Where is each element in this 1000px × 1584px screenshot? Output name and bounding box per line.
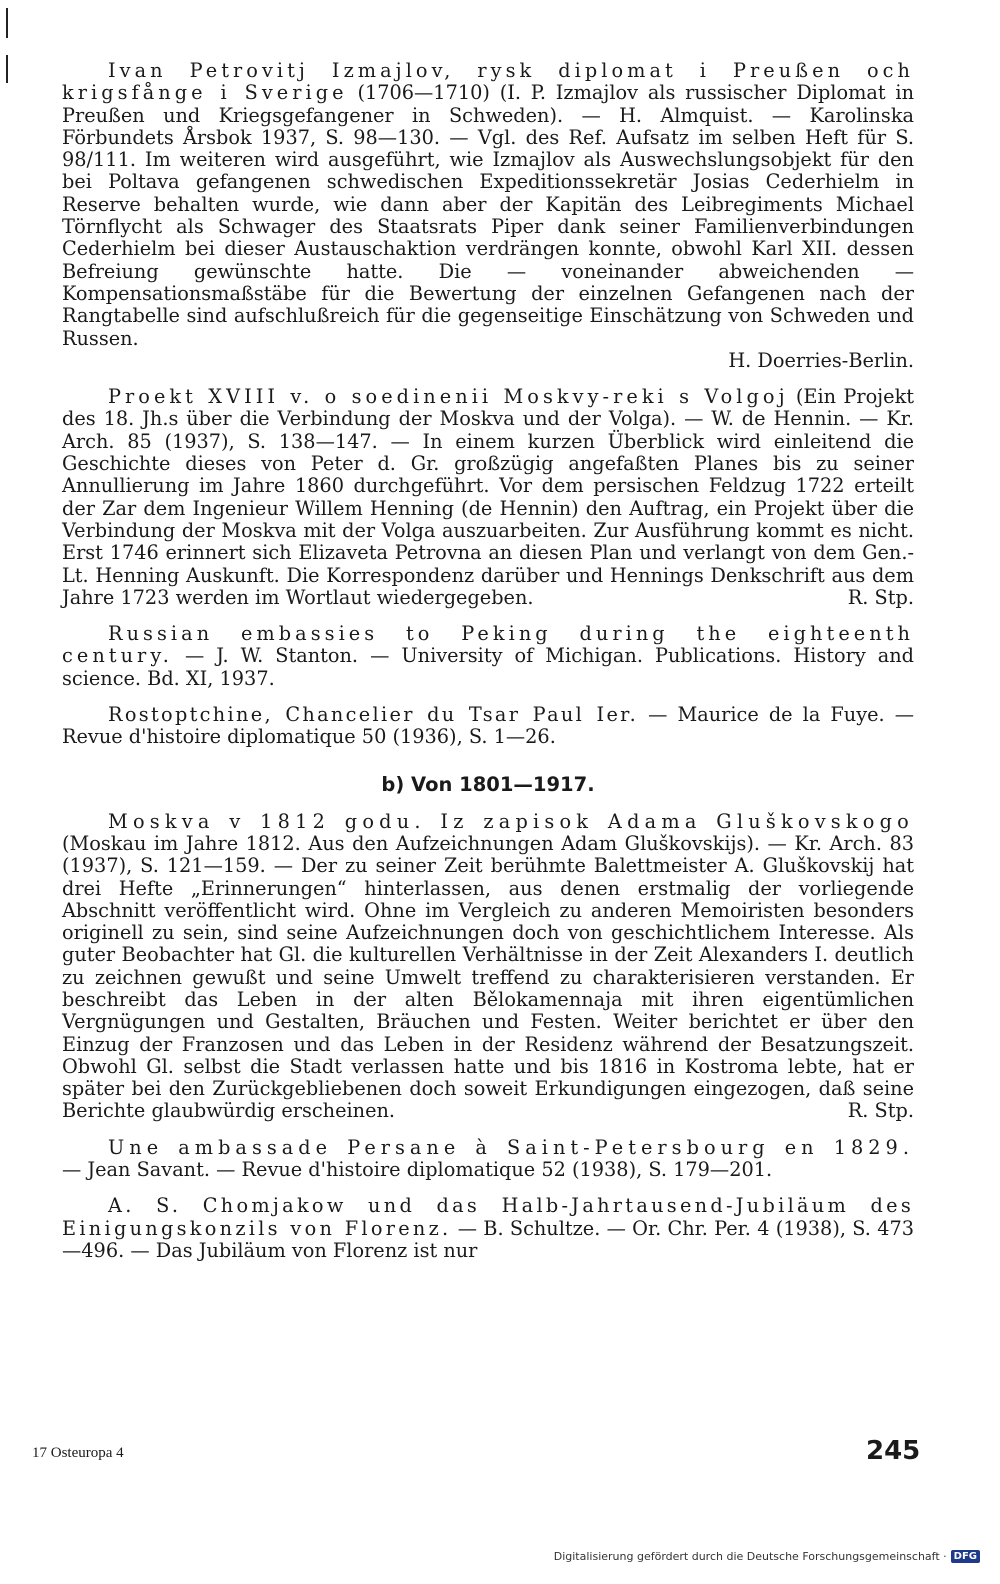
entry-title: Ivan Petrovitj Izmajlov, rysk diplomat i Preußen och krigsfånge i Sverige: [62, 59, 914, 105]
entry-title: Moskva v 1812 godu. Iz zapisok Adama Gluškovskogo: [108, 809, 914, 833]
signature-mark: 17 Osteuropa 4: [32, 1445, 124, 1461]
section-heading: b) Von 1801—1917.: [381, 772, 595, 796]
entry-title: Proekt XVIII v. o soedinenii Moskvy-reki s Volgoj: [108, 385, 789, 409]
entry-title: Rostoptchine, Chancelier du Tsar Paul Ier.: [108, 703, 639, 727]
scan-edge-mark-top: [6, 8, 8, 38]
bibliography-entry-moskva-1812: [62, 811, 914, 1123]
entry-signature: H. Doerries-Berlin.: [728, 348, 914, 372]
entry-paragraph: [62, 811, 914, 1123]
bibliography-entry-ambassade-persane: [62, 1137, 914, 1182]
credit-text: Digitalisierung gefördert durch die Deutsche Forschungsgemeinschaft ·: [553, 1550, 947, 1563]
entry-body: (Ein Projekt des 18. Jh.s über die Verbindung der Moskva und der Volga). — W. de Hennin. — Kr. Arch. 85 (1937), S. 138—147. — In einem kurzen Überblick wird einleitend die Geschichte dieses von Peter d. Gr. großzügig angefaßten Planes bis zu seiner Annullierung im Jahre 1860 durchgeführt. Vor dem persischen Feldzug 1722 erteilt der Zar dem Ingenieur Willem Henning (de Hennin) den Auftrag, ein Projekt über die Verbindung der Moskva mit der Volga auszuarbeiten. Zur Ausführung kommt es nicht. Erst 1746 erinnert sich Elizaveta Petrovna an diesen Plan und verlangt von dem Gen.-Lt. Henning Auskunft. Die Korrespondenz darüber und Hennings Denkschrift aus dem Jahre 1723 werden im Wortlaut wiedergegeben.: [62, 385, 914, 609]
entry-body: — Jean Savant. — Revue d'histoire diplomatique 52 (1938), S. 179—201.: [62, 1158, 773, 1182]
entry-body: — J. W. Stanton. — University of Michigan. Publications. History and science. Bd. XI, 1937.: [62, 644, 914, 690]
bibliography-entry-proekt: [62, 386, 914, 609]
bibliography-entry-russian-embassies: [62, 623, 914, 690]
bibliography-entry-rostoptchine: [62, 704, 914, 749]
scan-edge-mark-lower: [6, 55, 8, 83]
entry-paragraph: [62, 60, 914, 350]
entry-body: (1706—1710) (I. P. Izmajlov als russischer Diplomat in Preußen und Kriegsgefangener in Schweden). — H. Almquist. — Karolinska Förbundets Årsbok 1937, S. 98—130. — Vgl. des Ref. Aufsatz im selben Heft für S. 98/111. Im weiteren wird ausgeführt, wie Izmajlov als Auswechslungsobjekt für den bei Poltava gefangenen schwedischen Expeditionssekretär Josias Cederhielm in Reserve behalten wurde, wie dann aber der Kapitän des Leibregiments Michael Törnflycht als Schwager des Staatsrats Piper dank seiner Familienverbindungen Cederhielm bei dieser Austauschaktion verdrängen konnte, obwohl Karl XII. dessen Befreiung gewünschte hatte. Die — voneinander abweichenden — Kompensationsmaßstäbe für die Bewertung der einzelnen Gefangenen nach der Rangtabelle sind aufschlußreich für die gegenseitige Einschätzung von Schweden und Russen.: [62, 81, 914, 350]
entry-signature: R. Stp.: [847, 585, 914, 609]
digitization-credit: [554, 1550, 980, 1563]
bibliography-entry-izmajlov: [62, 60, 914, 372]
entry-paragraph: [62, 1137, 914, 1182]
entry-title: A. S. Chomjakow und das Halb-Jahrtausend-Jubiläum des Einigungskonzils von Florenz.: [62, 1194, 914, 1240]
entry-body: — Maurice de la Fuye. — Revue d'histoire diplomatique 50 (1936), S. 1—26.: [62, 703, 914, 749]
bibliography-entry-chomjakow: [62, 1195, 914, 1262]
dfg-logo-icon: DFG: [951, 1550, 980, 1563]
entry-paragraph: [62, 623, 914, 690]
entry-paragraph: [62, 704, 914, 749]
entry-body: — B. Schultze. — Or. Chr. Per. 4 (1938), S. 473—496. — Das Jubiläum von Florenz ist nur: [62, 1216, 914, 1262]
entry-signature: R. Stp.: [847, 1099, 914, 1123]
entry-paragraph: [62, 386, 914, 609]
page-number: 245: [866, 1436, 921, 1466]
entry-title: Russian embassies to Peking during the eighteenth century.: [62, 622, 914, 668]
entry-body: (Moskau im Jahre 1812. Aus den Aufzeichnungen Adam Gluškovskijs). — Kr. Arch. 83 (1937), S. 121—159. — Der zu seiner Zeit berühmte Balettmeister A. Gluškovskij hat drei Hefte „Erinnerungen“ hinterlassen, aus denen erstmalig der vorliegende Abschnitt veröffentlicht wird. Ohne im Vergleich zu anderen Memoiristen besonders originell zu sein, sind seine Aufzeichnungen doch von geschichtlichem Interesse. Als guter Beobachter hat Gl. die kulturellen Verhältnisse in der Zeit Alexanders I. deutlich zu zeichnen gewußt und seine Umwelt treffend zu charakterisieren verstanden. Er beschreibt das Leben in der alten Bělokamennaja mit ihren eigentümlichen Vergnügungen und Gestalten, Bräuchen und Festen. Weiter berichtet er über den Einzug der Franzosen und das Leben in der Residenz während der Besatzungszeit. Obwohl Gl. selbst die Stadt verlassen hatte und bis 1816 in Kostroma lebte, hat er später bei den Zurückgebliebenen doch soweit Erkundigungen eingezogen, daß seine Berichte glaubwürdig erscheinen.: [62, 831, 914, 1123]
page-body: [62, 60, 914, 1276]
entry-title: Une ambassade Persane à Saint-Petersbourg en 1829.: [108, 1135, 914, 1159]
entry-paragraph: [62, 1195, 914, 1262]
